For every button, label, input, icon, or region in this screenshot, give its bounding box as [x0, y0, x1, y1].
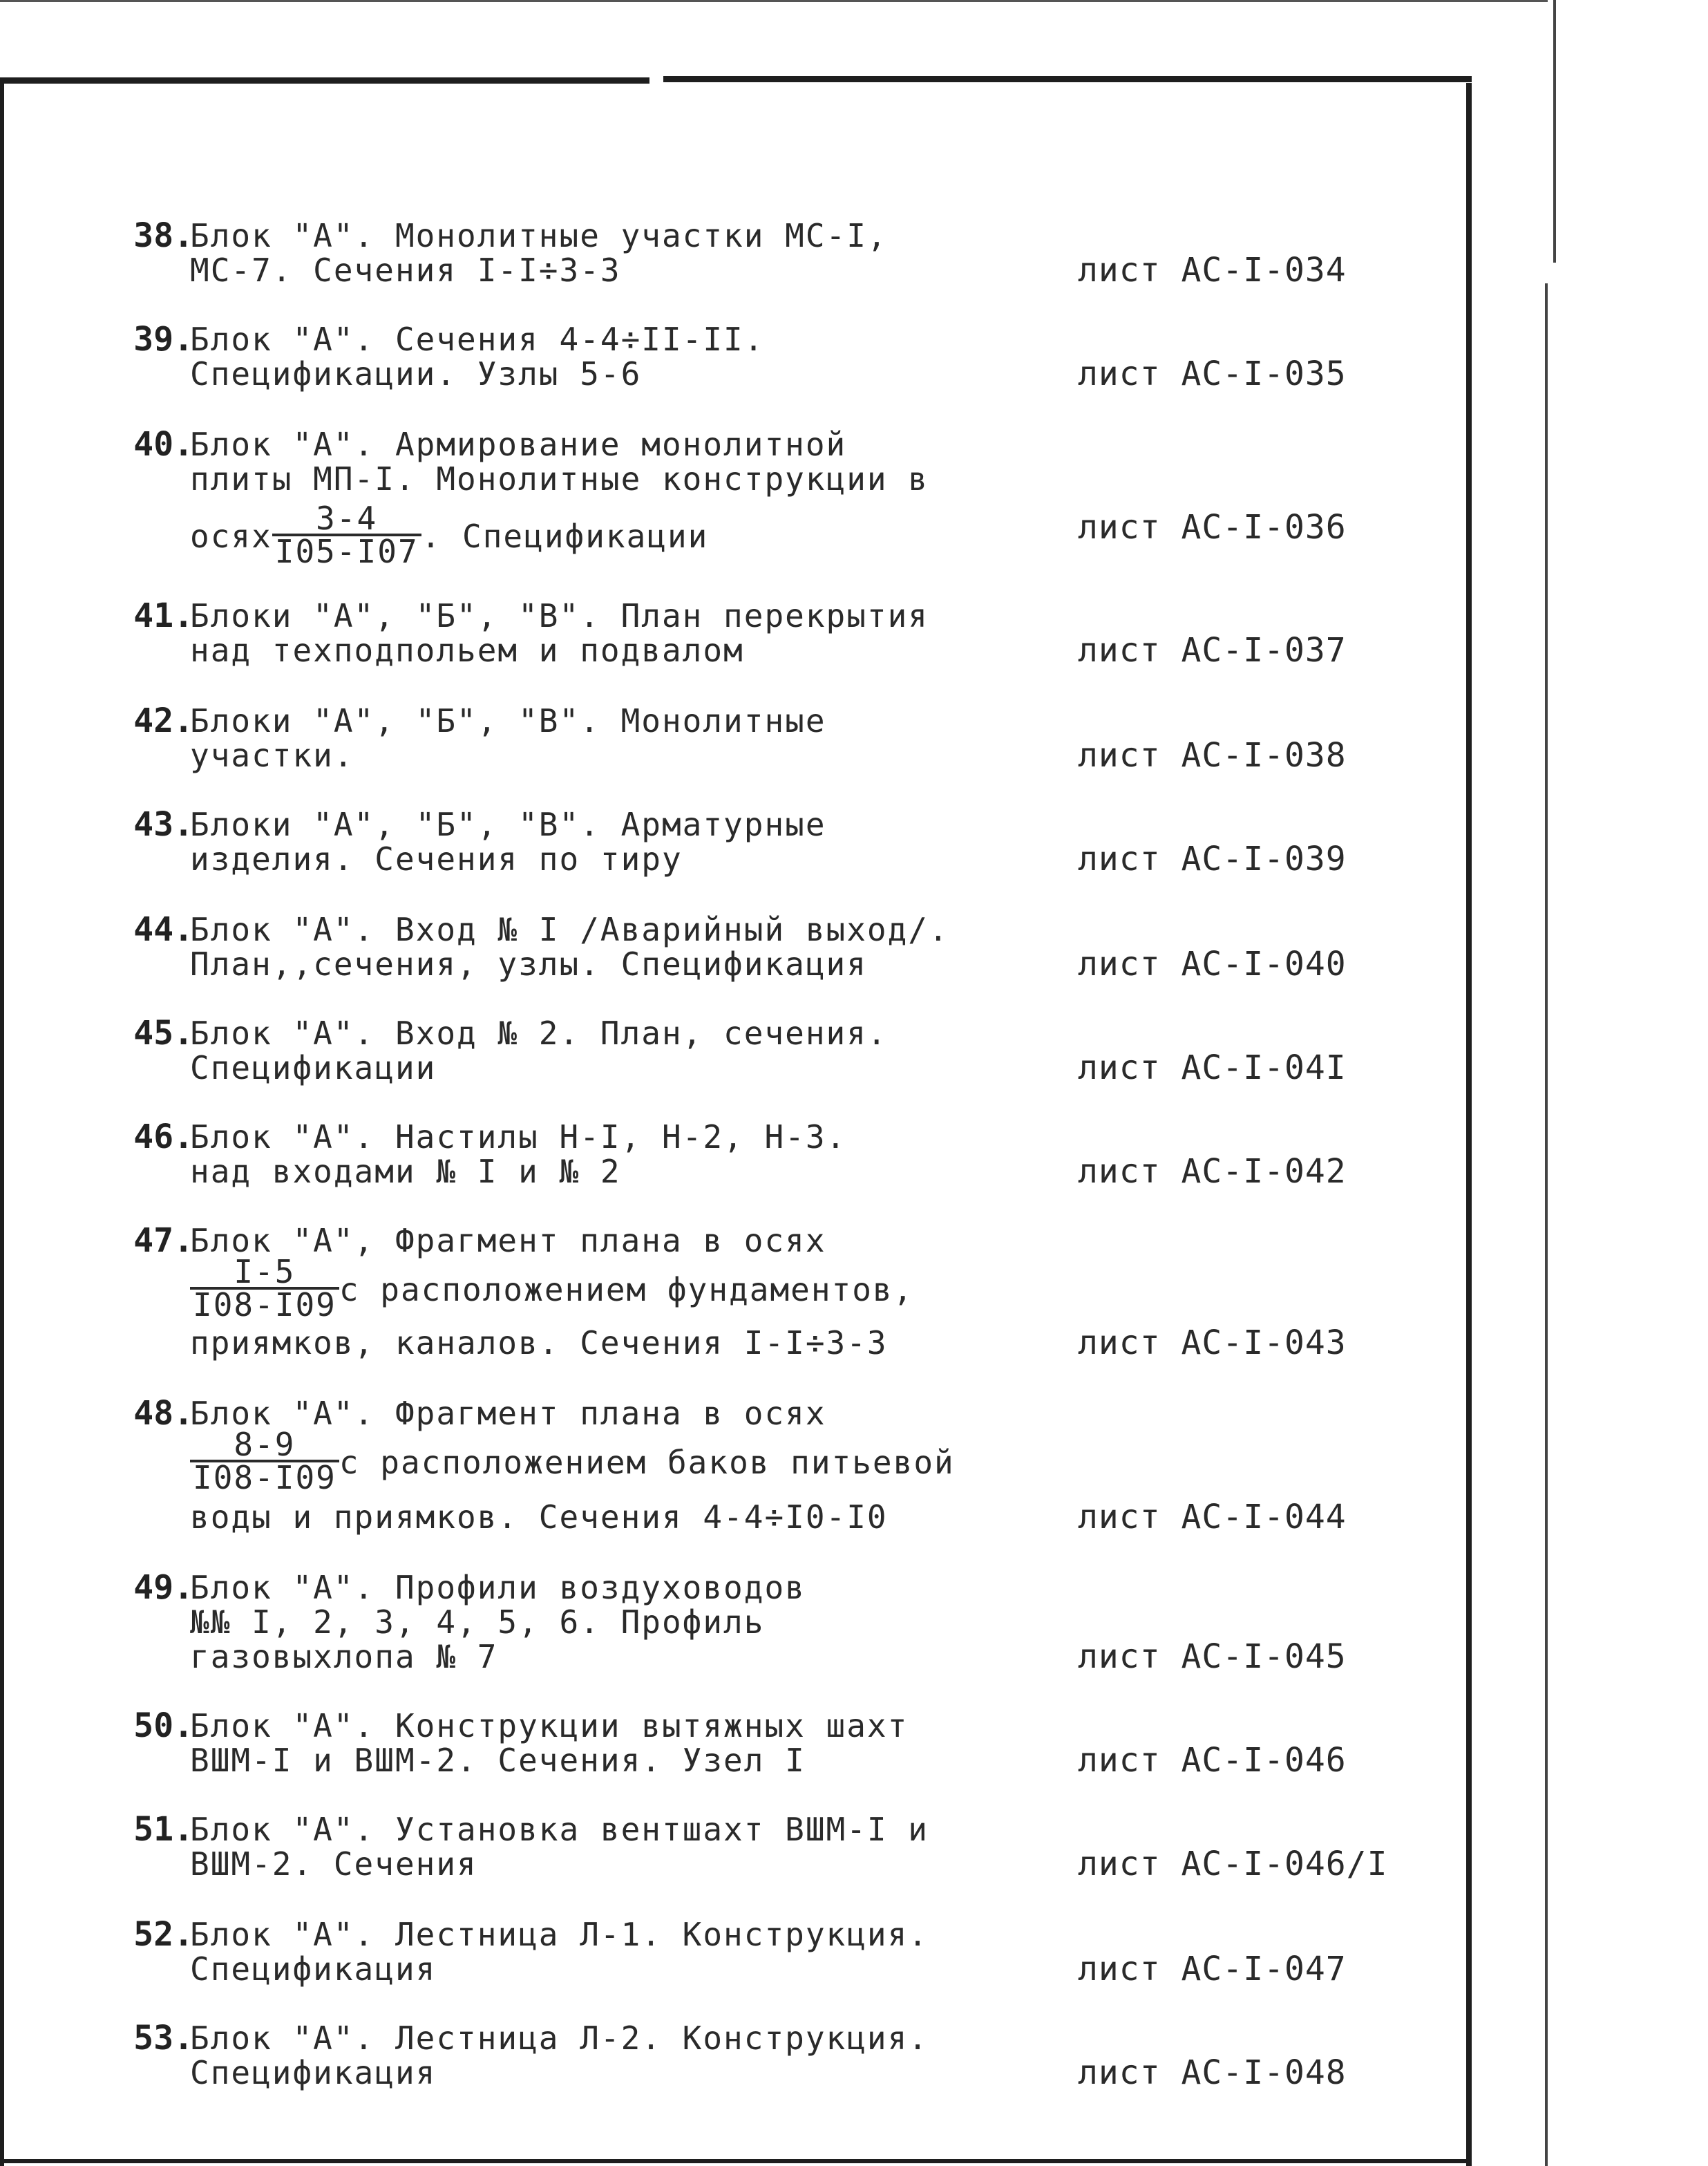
- frame-outer-right-edge: [1553, 0, 1556, 263]
- frame-right-border: [1466, 83, 1472, 2166]
- item-description-line: Блок "А". Настилы Н-I, Н-2, Н-3.: [190, 1118, 847, 1156]
- item-description-line: МС-7. Сечения I-I÷3-3: [190, 252, 621, 289]
- item-description-line: Блок "А". Монолитные участки МС-I,: [190, 217, 888, 254]
- item-description-line: План,,сечения, узлы. Спецификация: [190, 945, 867, 983]
- axes-suffix: . Спецификации: [421, 518, 709, 555]
- sheet-reference: лист АС-I-042: [1078, 1152, 1347, 1191]
- item-description-line: изделия. Сечения по тиру: [190, 840, 683, 878]
- axes-text: с расположением баков питьевой: [339, 1444, 955, 1481]
- item-number: 48.: [133, 1394, 193, 1433]
- item-number: 45.: [133, 1014, 193, 1053]
- item-number: 40.: [133, 425, 193, 464]
- frame-left-border: [0, 77, 4, 2166]
- item-number: 41.: [133, 596, 193, 635]
- item-number: 49.: [133, 1568, 193, 1607]
- axes-fraction: [272, 500, 421, 570]
- item-description-axes-line: [190, 500, 709, 570]
- item-description-line: участки.: [190, 737, 354, 774]
- axes-fraction: [190, 1426, 339, 1496]
- item-description-line: Блоки "А", "Б", "В". Арматурные: [190, 806, 826, 843]
- axes-prefix: осях: [190, 518, 272, 555]
- item-description-line: Спецификация: [190, 2054, 437, 2091]
- item-description-line: №№ I, 2, 3, 4, 5, 6. Профиль: [190, 1603, 765, 1641]
- item-number: 39.: [133, 320, 193, 359]
- frame-top-thin-line: [0, 0, 1548, 2]
- item-description-line: Блок "А". Профили воздуховодов: [190, 1569, 806, 1606]
- item-description-axes-line: [190, 1253, 914, 1324]
- sheet-reference: лист АС-I-044: [1078, 1498, 1347, 1536]
- fraction-numerator: I-5: [190, 1256, 339, 1290]
- sheet-reference: лист АС-I-045: [1078, 1637, 1347, 1676]
- item-description-line: Блок "А". Армирование монолитной: [190, 426, 847, 463]
- item-number: 50.: [133, 1706, 193, 1745]
- item-number: 44.: [133, 910, 193, 949]
- item-description-line: Блок "А". Установка вентшахт ВШМ-I и: [190, 1811, 929, 1848]
- item-number: 42.: [133, 701, 193, 740]
- item-description-line: Блок "А". Конструкции вытяжных шахт: [190, 1707, 909, 1744]
- item-description-line: Блок "А". Фрагмент плана в осях: [190, 1395, 826, 1432]
- frame-top-line-left: [0, 77, 649, 84]
- item-description-line: Блок "А", Фрагмент плана в осях: [190, 1222, 826, 1259]
- item-number: 46.: [133, 1118, 193, 1156]
- sheet-reference: лист АС-I-035: [1078, 355, 1347, 393]
- item-description-line: Блоки "А", "Б", "В". План перекрытия: [190, 597, 929, 634]
- sheet-reference: лист АС-I-043: [1078, 1324, 1347, 1362]
- item-description-line: над входами № I и № 2: [190, 1153, 621, 1190]
- item-number: 51.: [133, 1810, 193, 1849]
- axes-text: с расположением фундаментов,: [339, 1271, 914, 1308]
- item-description-line: ВШМ-2. Сечения: [190, 1845, 477, 1883]
- item-description-line: Блок "А". Лестница Л-1. Конструкция.: [190, 1916, 929, 1953]
- sheet-reference: лист АС-I-034: [1078, 251, 1347, 290]
- item-description-line: ВШМ-I и ВШМ-2. Сечения. Узел I: [190, 1742, 806, 1779]
- item-description-line: газовыхлопа № 7: [190, 1638, 498, 1675]
- item-number: 38.: [133, 216, 193, 255]
- item-description-line: воды и приямков. Сечения 4-4÷I0-I0: [190, 1498, 888, 1536]
- sheet-reference: лист АС-I-037: [1078, 631, 1347, 670]
- frame-bottom-line: [0, 2159, 1472, 2163]
- item-description-line: Блок "А". Вход № 2. План, сечения.: [190, 1015, 888, 1052]
- item-number: 52.: [133, 1915, 193, 1954]
- item-description-line: над техподпольем и подвалом: [190, 632, 744, 669]
- item-description-axes-line: [190, 1426, 955, 1496]
- item-description-line: Блоки "А", "Б", "В". Монолитные: [190, 702, 826, 740]
- sheet-reference: лист АС-I-046: [1078, 1741, 1347, 1780]
- sheet-reference: лист АС-I-039: [1078, 840, 1347, 878]
- item-description-line: Блок "А". Лестница Л-2. Конструкция.: [190, 2019, 929, 2057]
- item-description-line: Блок "А". Сечения 4-4÷II-II.: [190, 321, 765, 358]
- item-number: 53.: [133, 2019, 193, 2057]
- frame-top-line-right: [663, 76, 1472, 82]
- sheet-reference: лист АС-I-040: [1078, 945, 1347, 983]
- sheet-reference: лист АС-I-036: [1078, 508, 1347, 547]
- fraction-denominator: I08-I09: [193, 1286, 336, 1324]
- item-number: 47.: [133, 1221, 193, 1260]
- sheet-reference: лист АС-I-038: [1078, 736, 1347, 775]
- item-description-line: Спецификации. Узлы 5-6: [190, 355, 642, 393]
- item-description-line: плиты МП-I. Монолитные конструкции в: [190, 460, 929, 498]
- axes-fraction: [190, 1253, 339, 1324]
- fraction-denominator: I05-I07: [274, 533, 419, 570]
- sheet-reference: лист АС-I-04I: [1078, 1048, 1347, 1087]
- frame-outer-right-edge-lower: [1545, 283, 1548, 2166]
- fraction-numerator: 8-9: [190, 1429, 339, 1462]
- item-number: 43.: [133, 805, 193, 844]
- fraction-numerator: 3-4: [272, 503, 421, 536]
- sheet-reference: лист АС-I-046/I: [1078, 1845, 1388, 1883]
- item-description-line: Блок "А". Вход № I /Аварийный выход/.: [190, 911, 949, 948]
- sheet-reference: лист АС-I-047: [1078, 1950, 1347, 1988]
- item-description-line: Спецификация: [190, 1950, 437, 1988]
- item-description-line: Спецификации: [190, 1049, 437, 1086]
- sheet-reference: лист АС-I-048: [1078, 2053, 1347, 2092]
- item-description-line: приямков, каналов. Сечения I-I÷3-3: [190, 1324, 888, 1362]
- fraction-denominator: I08-I09: [193, 1459, 336, 1496]
